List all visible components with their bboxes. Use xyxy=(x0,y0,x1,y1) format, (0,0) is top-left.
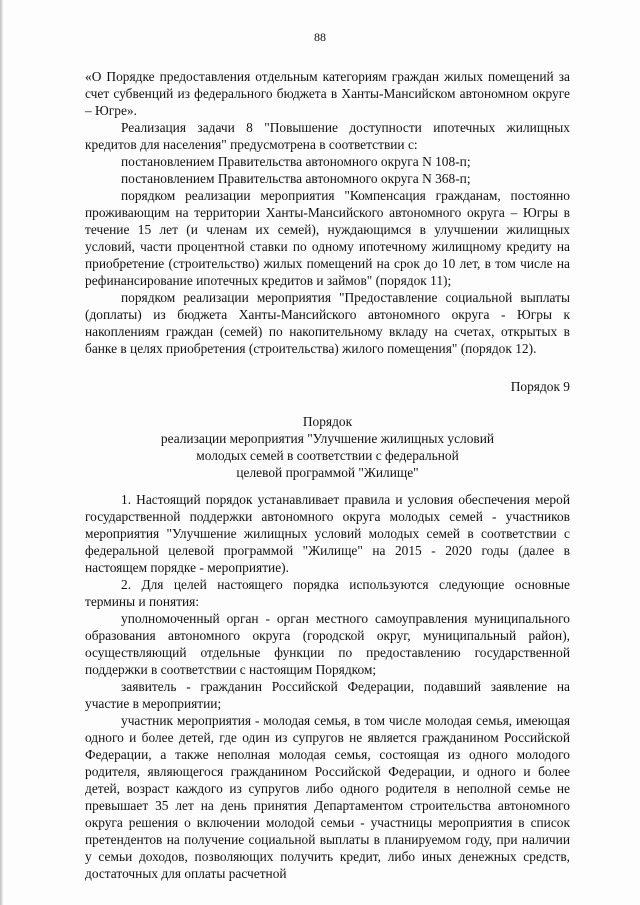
body-paragraph-clause-1: 1. Настоящий порядок устанавливает правила и условия обеспечения мерой государственной поддержки автономного округа молодых семей - участников мероприятия "Улучшение жилищных условий молодых семей в соответствии с федеральной целевой программой "Жилище" на 2015 - 2020 годы (далее в настоящем порядке - мероприятие). xyxy=(85,492,570,575)
intro-paragraph-decree-title: «О Порядке предоставления отдельным категориям граждан жилых помещений за счет субвенций из федерального бюджета в Ханты-Мансийском автономном округе – Югре». xyxy=(85,69,570,118)
body-paragraph-clause-2: 2. Для целей настоящего порядка используются следующие основные термины и понятия: xyxy=(85,577,570,609)
heading-line: реализации мероприятия "Улучшение жилищных условий xyxy=(160,431,495,446)
body-paragraph-authorized-body: уполномоченный орган - орган местного самоуправления муниципального образования автономного округа (городской округ, муниципальный район), осуществляющий отдельные функции по предоставлению государственной поддержки в соответствии с настоящим Порядком; xyxy=(85,611,570,677)
heading-line: молодых семей в соответствии с федеральной xyxy=(196,448,459,463)
body-paragraph-participant: участник мероприятия - молодая семья, в том числе молодая семья, имеющая одного и более детей, где один из супругов не является гражданином Российской Федерации, а также неполная молодая семья, состоящая из одного молодого родителя, являющегося гражданином Российской Федерации, и одного и более детей, возраст каждого из супругов либо одного родителя в неполной семье не превышает 35 лет на день принятия Департаментом строительства автономного округа решения о включении молодой семьи - участницы мероприятия в список претендентов на получение социальной выплаты в планируемом году, при наличии у семьи доходов, позволяющих получить кредит, либо иных денежных средств, достаточных для оплаты расчетной xyxy=(85,713,570,881)
heading-line: Порядок xyxy=(302,414,353,429)
page-number: 88 xyxy=(314,30,326,44)
intro-paragraph-order-12: порядком реализации мероприятия "Предоставление социальной выплаты (доплаты) из бюджета Ханты-Мансийского автономного округа - Югры к накоплениям граждан (семей) по накопительному вкладу на счетах, открытых в банке в целях приобретения (строительства) жилого помещения" (порядок 12). xyxy=(85,290,570,356)
intro-paragraph-order-11: порядком реализации мероприятия "Компенсация гражданам, постоянно проживающим на территории Ханты-Мансийского автономного округа – Югры в течение 15 лет (и членам их семей), нуждающимся в улучшении жилищных условий, части процентной ставки по одному ипотечному жилищному кредиту на приобретение (строительство) жилых помещений на срок до 10 лет, в том числе на рефинансирование ипотечных кредитов и займов" (порядок 11); xyxy=(85,188,570,288)
body-paragraph-applicant: заявитель - гражданин Российской Федерации, подавший заявление на участие в мероприятии; xyxy=(85,679,570,711)
appendix-label: Порядок 9 xyxy=(510,379,570,394)
intro-paragraph-decree-108: постановлением Правительства автономного округа N 108-п; xyxy=(121,154,471,169)
page-edge-shadow xyxy=(0,0,3,905)
intro-paragraph-task-8: Реализация задачи 8 "Повышение доступности ипотечных жилищных кредитов для населения" предусмотрена в соответствии с: xyxy=(85,120,570,152)
body-section xyxy=(85,491,570,882)
heading-line: целевой программой "Жилище" xyxy=(236,465,419,480)
section-heading xyxy=(85,413,570,481)
intro-paragraph-decree-368: постановлением Правительства автономного округа N 368-п; xyxy=(121,171,471,186)
intro-section xyxy=(85,68,570,357)
